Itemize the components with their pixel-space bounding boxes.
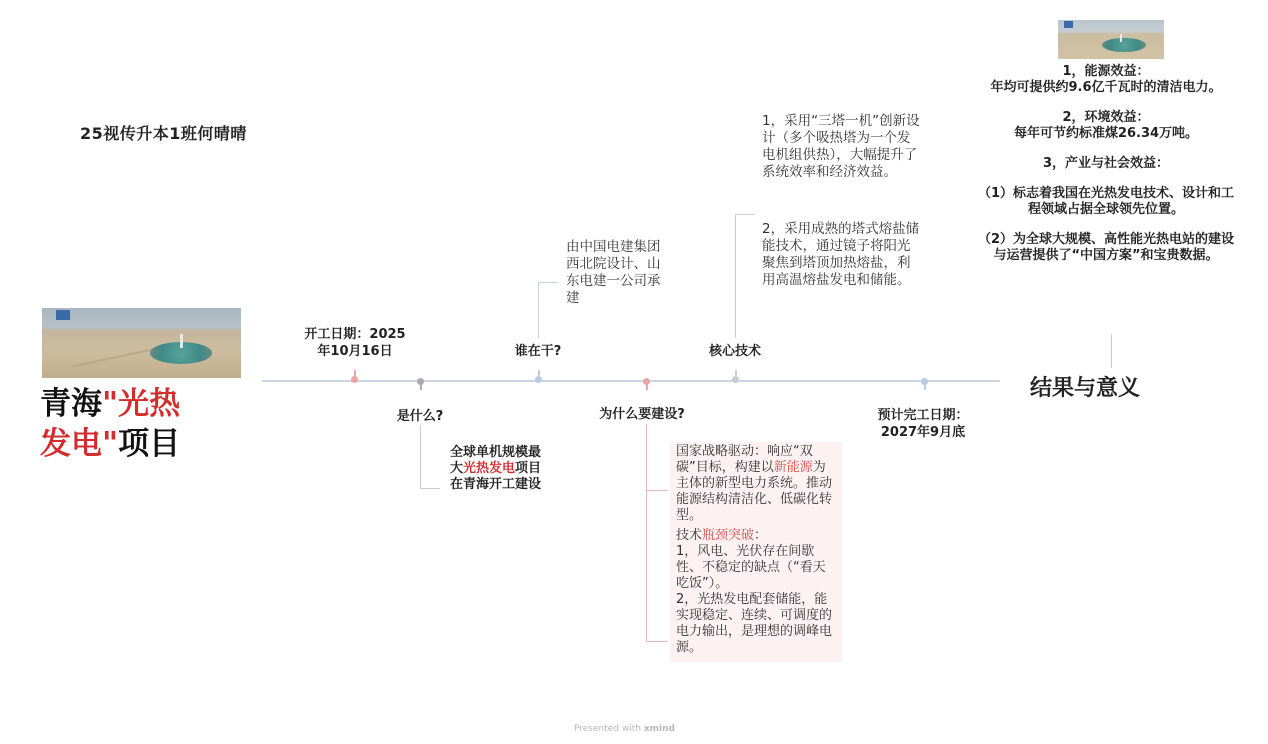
why-tech-point-1: 1，风电、光伏存在间歇性、不稳定的缺点（“看天吃饭”）。 [676,544,826,591]
news-logo-icon [56,310,70,320]
benefit-3-point-2: （2）为全球大规模、高性能光热电站的建设与运营提供了“中国方案”和宝贵数据。 [977,232,1235,263]
xmind-watermark: Presented with xmind [574,724,675,734]
timeline-marker [351,376,358,383]
timeline-axis [262,380,1000,382]
node-who: 谁在干? [514,344,562,359]
node-start-date: 开工日期：2025 年10月16日 [304,327,406,359]
why-tech-point-2: 2，光热发电配套储能，能实现稳定、连续、可调度的电力输出，是理想的调峰电源。 [676,592,833,655]
benefit-2-title: 2，环境效益： [1062,110,1150,125]
project-photo-left [42,308,241,378]
node-why: 为什么要建设? [599,407,685,422]
timeline-marker [535,376,542,383]
what-detail: 全球单机规模最大光热发电项目在青海开工建设 [450,445,542,492]
news-logo-icon [1064,21,1073,28]
why-strategy-text: 国家战略驱动：响应“双碳”目标，构建以新能源为主体的新型电力系统。推动能源结构清洁化、低碳化转型。 [676,444,833,523]
node-what: 是什么? [396,409,444,424]
main-title: 青海"光热 发电"项目 [40,386,181,462]
benefit-2-text: 每年可节约标准煤26.34万吨。 [1013,126,1199,141]
benefit-1-title: 1，能源效益： [1062,64,1150,79]
node-end-date: 预计完工日期： 2027年9月底 [877,408,969,440]
who-detail: 由中国电建集团西北院设计、山东电建一公司承建 [566,239,661,306]
why-detail-box [670,442,842,662]
node-core-tech: 核心技术 [708,344,761,359]
benefit-3-title: 3，产业与社会效益： [1042,156,1170,171]
timeline-marker [732,376,739,383]
why-tech-heading: 技术瓶颈突破： [676,528,768,543]
result-label: 结果与意义 [1030,376,1141,401]
core-tech-detail-1: 1，采用“三塔一机”创新设计（多个吸热塔为一个发电机组供热），大幅提升了系统效率和经济效益。 [762,113,920,180]
benefit-1-text: 年均可提供约9.6亿千瓦时的清洁电力。 [990,80,1222,95]
benefit-3-point-1: （1）标志着我国在光热发电技术、设计和工程领域占据全球领先位置。 [977,186,1235,217]
project-photo-right [1058,20,1164,59]
core-tech-detail-2: 2，采用成熟的塔式熔盐储能技术，通过镜子将阳光聚焦到塔顶加热熔盐，利用高温熔盐发电和储能。 [762,221,920,288]
author-label: 25视传升本1班何晴晴 [80,124,247,143]
benefits-text [975,64,1237,278]
